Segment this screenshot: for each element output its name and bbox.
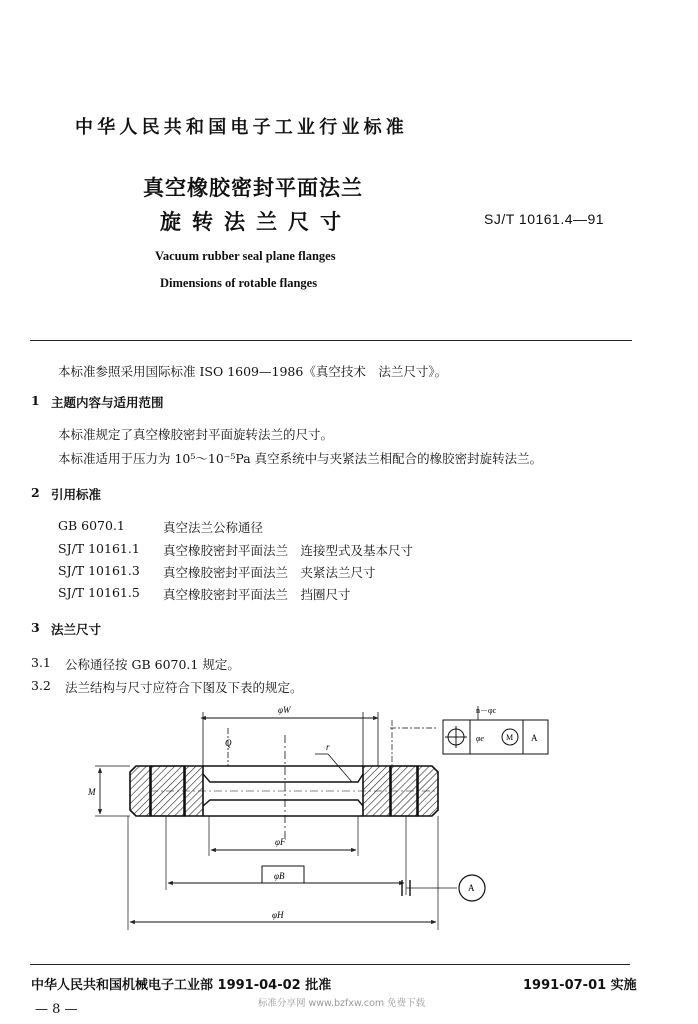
title-cn-line1: 真空橡胶密封平面法兰 [143,176,363,200]
section1-para1: 本标准规定了真空橡胶密封平面旋转法兰的尺寸。 [58,427,334,442]
section3-heading: 法兰尺寸 [51,622,102,637]
title-en-line1: Vacuum rubber seal plane flanges [155,249,336,263]
section3-number: 3 [31,620,40,635]
ref-title: 真空橡胶密封平面法兰 夹紧法兰尺寸 [163,565,376,580]
implementation-date: 1991-07-01 实施 [523,978,637,993]
footer-divider [30,964,630,965]
standard-number: SJ/T 10161.4—91 [484,211,605,227]
title-cn-line2: 旋转法兰尺寸 [160,210,352,234]
label-phiF: φF [275,837,286,847]
label-phiH: φH [272,910,284,920]
ref-code: GB 6070.1 [58,518,125,533]
label-phiB: φB [274,871,285,881]
label-Q: Q [225,738,232,748]
label-phiW: φW [278,705,291,715]
ref-code: SJ/T 10161.1 [58,541,140,556]
section2-heading: 引用标准 [51,487,102,502]
item-number: 3.2 [31,678,51,693]
section1-para2: 本标准适用于压力为 10⁵～10⁻⁵Pa 真空系统中与夹紧法兰相配合的橡胶密封旋转法兰。 [58,451,543,466]
label-r: r [326,742,330,752]
tol-value: φe [476,734,484,743]
ref-title: 真空橡胶密封平面法兰 挡圈尺寸 [163,587,351,602]
ref-code: SJ/T 10161.5 [58,585,140,600]
title-en-line2: Dimensions of rotable flanges [160,276,318,290]
ref-title: 真空橡胶密封平面法兰 连接型式及基本尺寸 [163,543,414,558]
datum-A-label: A [468,883,475,893]
watermark: 标准分享网 www.bzfxw.com 免费下载 [258,998,426,1009]
item-number: 3.1 [31,655,51,670]
label-M: M [88,787,96,797]
approval-line: 中华人民共和国机械电子工业部 1991-04-02 批准 [31,978,332,993]
intro-text: 本标准参照采用国际标准 ISO 1609—1986《真空技术 法兰尺寸》。 [58,364,448,379]
section1-number: 1 [31,393,40,408]
section1-heading: 主题内容与适用范围 [51,395,164,410]
tol-top-label: n－φc [476,706,497,715]
page-number: — 8 — [35,1002,78,1017]
ref-code: SJ/T 10161.3 [58,563,140,578]
issuing-authority: 中华人民共和国电子工业行业标准 [75,117,408,138]
item-text: 法兰结构与尺寸应符合下图及下表的规定。 [65,680,303,695]
ref-title: 真空法兰公称通径 [163,520,264,535]
item-text: 公称通径按 GB 6070.1 规定。 [65,657,240,672]
tol-datum: A [531,733,538,743]
tol-modifier: M [506,733,514,742]
section2-number: 2 [31,485,40,500]
